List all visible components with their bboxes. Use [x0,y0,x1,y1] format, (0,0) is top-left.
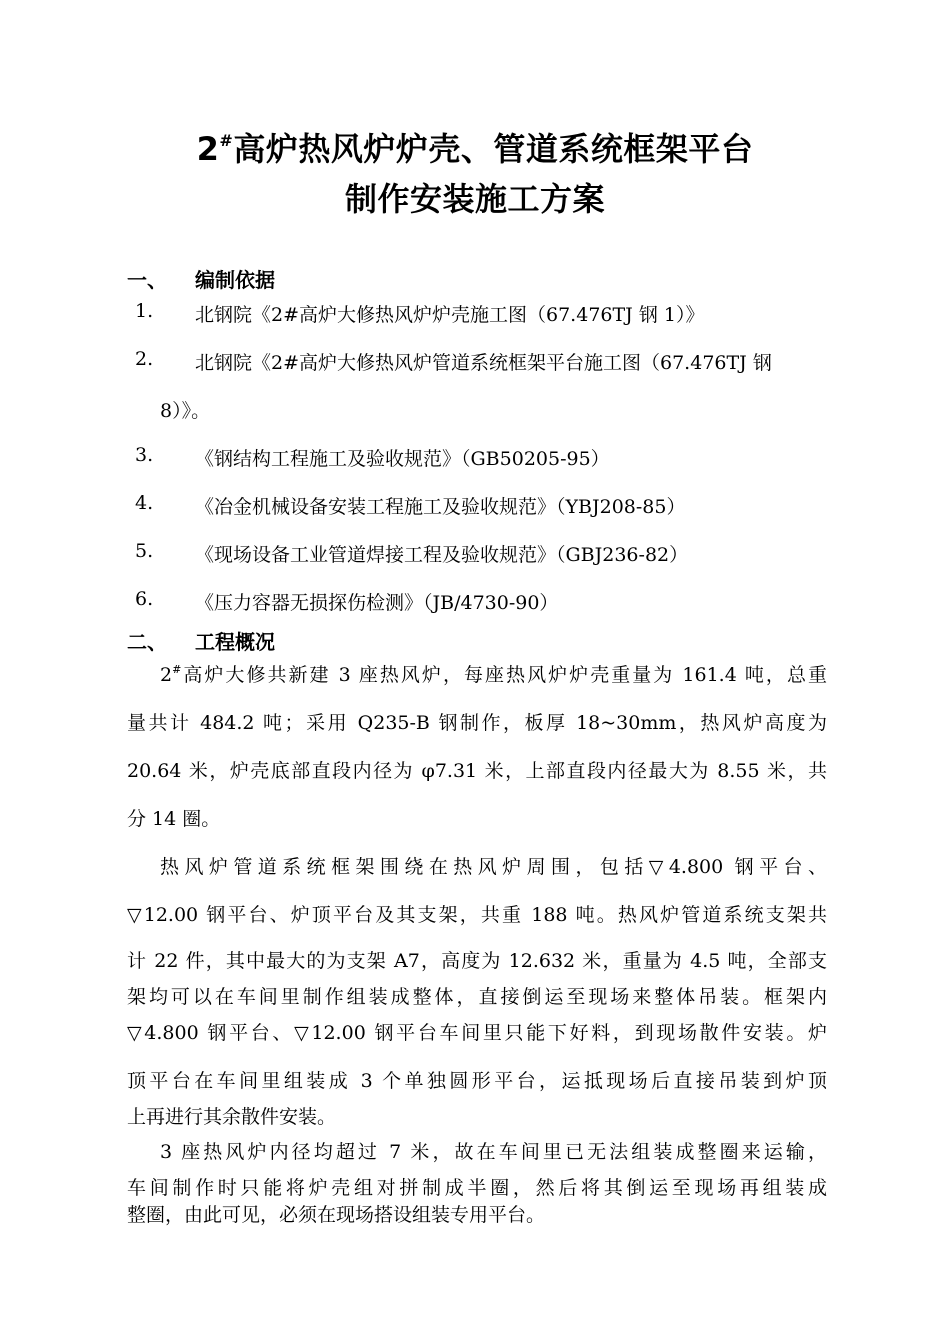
section-number: 二、 [127,630,167,654]
list-item-number: 4. [135,492,154,514]
title-prefix: 2 [196,130,220,168]
list-item-text: 《现场设备工业管道焊接工程及验收规范》（GBJ236-82） [195,544,689,566]
list-item-text: 《压力容器无损探伤检测》（JB/4730-90） [195,592,559,614]
list-item-text: 北钢院《2#高炉大修热风炉管道系统框架平台施工图（67.476TJ 钢 [195,352,772,374]
document-title-line1 [0,124,950,170]
paragraph-line: 20.64 米，炉壳底部直段内径为 φ7.31 米，上部直段内径最大为 8.55 米，共 [127,760,827,782]
paragraph-line: ▽12.00 钢平台、炉顶平台及其支架，共重 188 吨。热风炉管道系统支架共 [127,904,827,926]
list-item-number: 2. [135,348,154,370]
paragraph-line: 整圈，由此可见，必须在现场搭设组装专用平台。 [127,1204,546,1226]
list-item-text: 《冶金机械设备安装工程施工及验收规范》（YBJ208-85） [195,496,686,518]
section-title: 编制依据 [195,268,275,292]
paragraph-line: 车间制作时只能将炉壳组对拼制成半圈，然后将其倒运至现场再组装成 [127,1177,827,1199]
list-item-text: 《钢结构工程施工及验收规范》（GB50205-95） [195,448,610,470]
paragraph-line: 3 座热风炉内径均超过 7 米，故在车间里已无法组装成整圈来运输， [160,1141,827,1163]
superscript: # [172,663,182,676]
paragraph-line: 2#高炉大修共新建 3 座热风炉，每座热风炉炉壳重量为 161.4 吨，总重 [160,663,827,686]
list-item-number: 1. [135,300,154,322]
section-number: 一、 [127,268,167,292]
paragraph-line: 计 22 件，其中最大的为支架 A7，高度为 12.632 米，重量为 4.5 吨，全部支 [127,950,827,972]
document-title-line2: 制作安装施工方案 [344,180,605,218]
paragraph-line: 顶平台在车间里组装成 3 个单独圆形平台，运抵现场后直接吊装到炉顶 [127,1070,827,1092]
paragraph-line: 架均可以在车间里制作组装成整体，直接倒运至现场来整体吊装。框架内 [127,986,827,1008]
paragraph-line: 量共计 484.2 吨；采用 Q235-B 钢制作，板厚 18~30mm，热风炉高度为 [127,712,827,734]
paragraph-line: 分 14 圈。 [127,808,221,830]
section-title: 工程概况 [195,630,275,654]
list-item-number: 5. [135,540,154,562]
list-item-number: 3. [135,444,154,466]
title-rest: 高炉热风炉炉壳、管道系统框架平台 [233,130,754,168]
paragraph-line: 上再进行其余散件安装。 [127,1106,337,1128]
list-item-text: 北钢院《2#高炉大修热风炉炉壳施工图（67.476TJ 钢 1）》 [195,304,705,326]
list-item-continuation: 8）》。 [160,400,211,422]
paragraph-line: ▽4.800 钢平台、▽12.00 钢平台车间里只能下好料，到现场散件安装。炉 [127,1022,827,1044]
list-item-number: 6. [135,588,154,610]
title-superscript: # [219,131,234,150]
paragraph-line: 热风炉管道系统框架围绕在热风炉周围，包括▽4.800 钢平台、 [160,856,827,878]
